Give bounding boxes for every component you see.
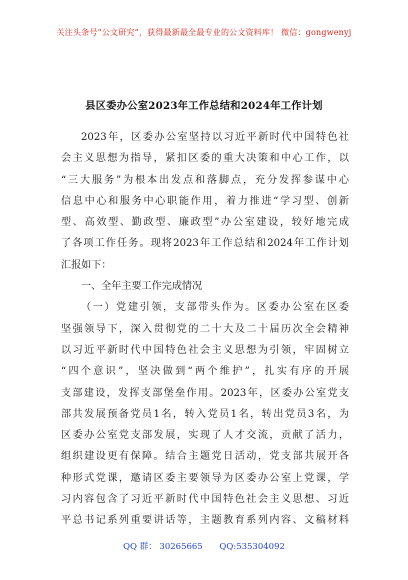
qq-group-text: QQ 群： 30265665 xyxy=(123,542,203,552)
body-line: 支部建设，发挥支部堡垒作用。2023年，区委办公室党支 xyxy=(61,387,349,399)
body-line: 部共发展预备党员1名，转入党员1名，转出党员3名，为 xyxy=(61,408,349,420)
body-line: 型、高效型、勤政型、廉政型”办公室建设，较好地完成 xyxy=(61,217,349,229)
promo-banner: 关注头条号“公文研究”，获得最新最全最专业的公文资料库！ 微信：gongwenyj xyxy=(56,28,352,37)
body-line: 信息中心和服务中心职能作用，着力推进“学习型、创新 xyxy=(61,195,349,207)
document-body xyxy=(61,127,349,532)
body-line: “四个意识”，坚决做到“两个维护”，扎实有序的开展 xyxy=(61,366,349,378)
subsection-heading: （一）党建引领，支部带头作为。区委办公室在区委 xyxy=(81,302,349,314)
contact-footer xyxy=(0,540,408,552)
body-line: 2023年，区委办公室坚持以习近平新时代中国特色社 xyxy=(81,132,349,143)
body-line: 汇报如下： xyxy=(61,259,112,271)
body-line: 组织建设更有保障。结合主题党日活动，党支部共展开各 xyxy=(61,451,349,463)
body-line: 平总书记系列重要讲话等，主题教育系列内容、文稿材料 xyxy=(61,515,349,527)
body-line: 习内容包含了习近平新时代中国特色社会主义思想、习近 xyxy=(61,494,349,506)
body-line: 了各项工作任务。现将2023年工作总结和2024年工作计划 xyxy=(61,238,349,250)
section-heading: 一、全年主要工作完成情况 xyxy=(81,281,203,293)
body-line: 以习近平新时代中国特色社会主义思想为引领，牢固树立 xyxy=(61,344,349,356)
body-line: “三大服务”为根本出发点和落脚点，充分发挥参谋中心 xyxy=(61,174,349,186)
body-line: 种形式党课，邀请区委主要领导为区委办公室上党课，学 xyxy=(61,472,349,484)
qq-number-text: QQ:535304092 xyxy=(219,542,285,552)
body-line: 区委办公室党支部发展，实现了人才交流，贡献了活力， xyxy=(61,430,349,442)
document-title: 县区委办公室2023年工作总结和2024年工作计划 xyxy=(85,100,323,112)
body-line: 会主义思想为指导，紧扣区委的重大决策和中心工作，以 xyxy=(61,153,349,165)
body-line: 坚强领导下，深入贯彻党的二十大及二十届历次全会精神 xyxy=(61,323,349,335)
